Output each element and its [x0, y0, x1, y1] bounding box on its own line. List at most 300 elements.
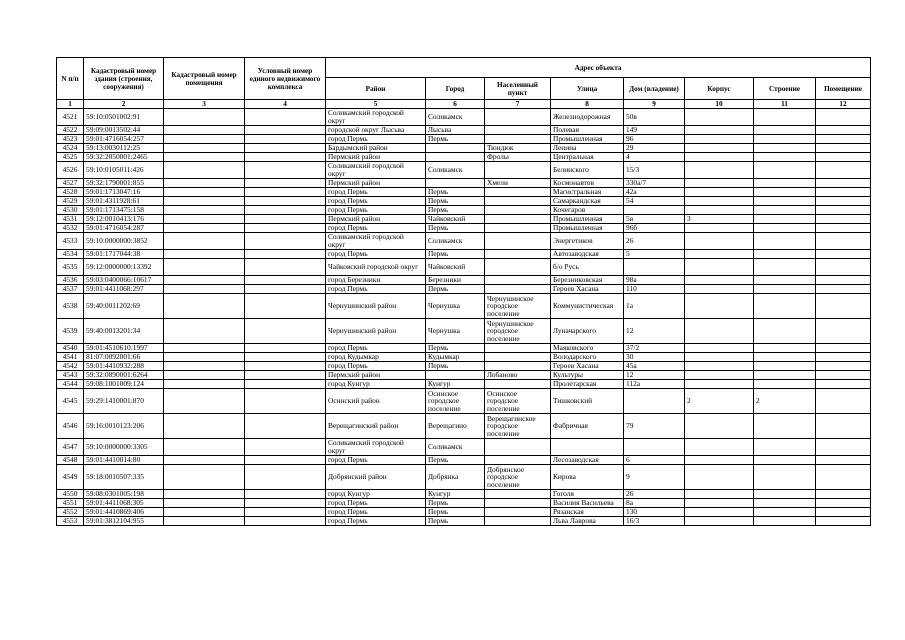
house-cell: 112а: [624, 380, 685, 389]
street-cell: Промышленная: [551, 135, 624, 144]
korpus-cell: [685, 224, 754, 233]
korpus-cell: [685, 188, 754, 197]
house-cell: 5в: [624, 215, 685, 224]
header-house: Дом (владение): [624, 78, 685, 100]
column-number: 8: [551, 100, 624, 109]
settlement-cell: [485, 456, 551, 465]
room-cadastral-number-cell: [164, 517, 245, 526]
house-cell: 4: [624, 153, 685, 162]
column-number: 12: [816, 100, 871, 109]
room-cadastral-number-cell: [164, 250, 245, 259]
room-cell: [816, 456, 871, 465]
settlement-cell: [485, 285, 551, 294]
conditional-number-cell: [245, 389, 326, 414]
city-cell: [426, 179, 485, 188]
korpus-cell: [685, 144, 754, 153]
house-cell: 15/3: [624, 162, 685, 179]
table-row: [57, 353, 871, 362]
street-cell: Ленина: [551, 144, 624, 153]
city-cell: Березники: [426, 276, 485, 285]
house-cell: [624, 439, 685, 456]
room-cadastral-number-cell: [164, 197, 245, 206]
room-cadastral-number-cell: [164, 162, 245, 179]
district-cell: город Пермь: [326, 344, 426, 353]
conditional-number-cell: [245, 197, 326, 206]
district-cell: город Пермь: [326, 197, 426, 206]
row-number-cell: 4543: [57, 371, 84, 380]
korpus-cell: [685, 456, 754, 465]
street-cell: Героев Хасана: [551, 285, 624, 294]
building-cell: [754, 362, 816, 371]
city-cell: Пермь: [426, 206, 485, 215]
building-cell: [754, 215, 816, 224]
row-number-cell: 4550: [57, 490, 84, 499]
room-cell: [816, 188, 871, 197]
row-number-cell: 4553: [57, 517, 84, 526]
house-cell: [624, 206, 685, 215]
street-cell: Фабричная: [551, 414, 624, 439]
row-number-cell: 4532: [57, 224, 84, 233]
house-cell: 96б: [624, 224, 685, 233]
room-cell: [816, 499, 871, 508]
korpus-cell: [685, 276, 754, 285]
table-row: [57, 259, 871, 276]
korpus-cell: [685, 344, 754, 353]
house-cell: 30: [624, 353, 685, 362]
room-cell: [816, 197, 871, 206]
row-number-cell: 4522: [57, 126, 84, 135]
street-cell: Белинского: [551, 162, 624, 179]
settlement-cell: Добрянское городское поселение: [485, 465, 551, 490]
building-cell: [754, 353, 816, 362]
room-cell: [816, 153, 871, 162]
row-number-cell: 4540: [57, 344, 84, 353]
house-cell: 42а: [624, 188, 685, 197]
cadastral-number-cell: 59:12:0000000:13392: [84, 259, 164, 276]
settlement-cell: [485, 344, 551, 353]
settlement-cell: Чернушинское городское поселение: [485, 319, 551, 344]
house-cell: 330а/7: [624, 179, 685, 188]
street-cell: Центральная: [551, 153, 624, 162]
row-number-cell: 4527: [57, 179, 84, 188]
conditional-number-cell: [245, 465, 326, 490]
table-row: [57, 224, 871, 233]
row-number-cell: 4546: [57, 414, 84, 439]
district-cell: Пермский район: [326, 153, 426, 162]
room-cell: [816, 319, 871, 344]
house-cell: 9: [624, 465, 685, 490]
room-cadastral-number-cell: [164, 380, 245, 389]
room-cadastral-number-cell: [164, 188, 245, 197]
district-cell: Соликамский городской округ: [326, 162, 426, 179]
settlement-cell: [485, 353, 551, 362]
table-row: [57, 294, 871, 319]
korpus-cell: [685, 517, 754, 526]
house-cell: 26: [624, 233, 685, 250]
header-korpus: Корпус: [685, 78, 754, 100]
cadastral-number-cell: 59:01:3812104:955: [84, 517, 164, 526]
building-cell: [754, 224, 816, 233]
city-cell: Верещагино: [426, 414, 485, 439]
korpus-cell: [685, 508, 754, 517]
header-room: Помещение: [816, 78, 871, 100]
row-number-cell: 4538: [57, 294, 84, 319]
district-cell: Верещагинский район: [326, 414, 426, 439]
street-cell: б/о Русь: [551, 259, 624, 276]
cadastral-number-cell: 59:01:1713047:16: [84, 188, 164, 197]
city-cell: Осинское городское поселение: [426, 389, 485, 414]
table-row: [57, 135, 871, 144]
building-cell: [754, 490, 816, 499]
cadastral-number-cell: 59:32:0890001:6264: [84, 371, 164, 380]
table-row: [57, 371, 871, 380]
conditional-number-cell: [245, 188, 326, 197]
street-cell: Самаркандская: [551, 197, 624, 206]
row-number-cell: 4531: [57, 215, 84, 224]
row-number-cell: 4552: [57, 508, 84, 517]
korpus-cell: 2: [685, 389, 754, 414]
city-cell: [426, 144, 485, 153]
building-cell: [754, 294, 816, 319]
street-cell: Василия Васильева: [551, 499, 624, 508]
street-cell: Луначарского: [551, 319, 624, 344]
table-row: [57, 109, 871, 126]
city-cell: Чернушка: [426, 319, 485, 344]
table-row: [57, 162, 871, 179]
row-number-cell: 4526: [57, 162, 84, 179]
cadastral-number-cell: 59:01:4410869:406: [84, 508, 164, 517]
table-row: [57, 233, 871, 250]
city-cell: Чайковский: [426, 259, 485, 276]
conditional-number-cell: [245, 162, 326, 179]
city-cell: Пермь: [426, 456, 485, 465]
house-cell: 1а: [624, 294, 685, 319]
row-number-cell: 4534: [57, 250, 84, 259]
room-cell: [816, 508, 871, 517]
street-cell: Полевая: [551, 126, 624, 135]
korpus-cell: [685, 259, 754, 276]
city-cell: Кудымкар: [426, 353, 485, 362]
korpus-cell: [685, 233, 754, 250]
district-cell: город Кунгур: [326, 490, 426, 499]
street-cell: Пролетарская: [551, 380, 624, 389]
cadastral-number-cell: 59:40:0011202:69: [84, 294, 164, 319]
house-cell: 37/2: [624, 344, 685, 353]
city-cell: Пермь: [426, 508, 485, 517]
settlement-cell: [485, 224, 551, 233]
room-cadastral-number-cell: [164, 144, 245, 153]
street-cell: Тишковский: [551, 389, 624, 414]
room-cadastral-number-cell: [164, 224, 245, 233]
cadastral-number-cell: 59:01:1713475:158: [84, 206, 164, 215]
settlement-cell: Лобаново: [485, 371, 551, 380]
district-cell: Осинский район: [326, 389, 426, 414]
cadastral-number-cell: 59:01:4716054:287: [84, 224, 164, 233]
room-cell: [816, 344, 871, 353]
table-header: [57, 58, 871, 109]
city-cell: Чайковский: [426, 215, 485, 224]
street-cell: Энергетиков: [551, 233, 624, 250]
district-cell: город Пермь: [326, 188, 426, 197]
street-cell: Героев Хасана: [551, 362, 624, 371]
building-cell: [754, 206, 816, 215]
korpus-cell: [685, 179, 754, 188]
settlement-cell: [485, 499, 551, 508]
conditional-number-cell: [245, 179, 326, 188]
header-building: Строение: [754, 78, 816, 100]
conditional-number-cell: [245, 135, 326, 144]
conditional-number-cell: [245, 490, 326, 499]
row-number-cell: 4541: [57, 353, 84, 362]
column-number: 2: [84, 100, 164, 109]
conditional-number-cell: [245, 224, 326, 233]
city-cell: Пермь: [426, 517, 485, 526]
district-cell: город Пермь: [326, 456, 426, 465]
cadastral-number-cell: 59:01:4411068:305: [84, 499, 164, 508]
room-cadastral-number-cell: [164, 294, 245, 319]
header-street: Улица: [551, 78, 624, 100]
korpus-cell: [685, 285, 754, 294]
cadastral-number-cell: 81:07:0092001:66: [84, 353, 164, 362]
row-number-cell: 4533: [57, 233, 84, 250]
building-cell: [754, 135, 816, 144]
korpus-cell: [685, 153, 754, 162]
building-cell: [754, 517, 816, 526]
building-cell: [754, 179, 816, 188]
room-cell: [816, 294, 871, 319]
district-cell: город Пермь: [326, 508, 426, 517]
settlement-cell: [485, 490, 551, 499]
settlement-cell: [485, 380, 551, 389]
conditional-number-cell: [245, 294, 326, 319]
table-row: [57, 389, 871, 414]
table-body: [57, 109, 871, 526]
room-cadastral-number-cell: [164, 499, 245, 508]
table-row: [57, 490, 871, 499]
cadastral-number-cell: 59:18:0010507:335: [84, 465, 164, 490]
building-cell: [754, 188, 816, 197]
building-cell: [754, 319, 816, 344]
conditional-number-cell: [245, 215, 326, 224]
street-cell: Лесозаводская: [551, 456, 624, 465]
conditional-number-cell: [245, 250, 326, 259]
row-number-cell: 4549: [57, 465, 84, 490]
building-cell: [754, 233, 816, 250]
room-cadastral-number-cell: [164, 456, 245, 465]
building-cell: [754, 499, 816, 508]
building-cell: [754, 414, 816, 439]
conditional-number-cell: [245, 344, 326, 353]
conditional-number-cell: [245, 499, 326, 508]
building-cell: [754, 439, 816, 456]
settlement-cell: [485, 109, 551, 126]
room-cell: [816, 135, 871, 144]
row-number-cell: 4525: [57, 153, 84, 162]
settlement-cell: [485, 188, 551, 197]
conditional-number-cell: [245, 362, 326, 371]
row-number-cell: 4536: [57, 276, 84, 285]
korpus-cell: [685, 380, 754, 389]
room-cell: [816, 439, 871, 456]
header-cadastral-building: Кадастровый номер здания (строения, сооружения): [84, 58, 164, 100]
room-cell: [816, 362, 871, 371]
district-cell: город Пермь: [326, 499, 426, 508]
column-number: 9: [624, 100, 685, 109]
room-cell: [816, 250, 871, 259]
korpus-cell: [685, 465, 754, 490]
conditional-number-cell: [245, 109, 326, 126]
settlement-cell: [485, 250, 551, 259]
house-cell: 45а: [624, 362, 685, 371]
settlement-cell: Верещагинское городское поселение: [485, 414, 551, 439]
cadastral-number-cell: 59:01:4410932:288: [84, 362, 164, 371]
settlement-cell: [485, 276, 551, 285]
house-cell: 79: [624, 414, 685, 439]
row-number-cell: 4521: [57, 109, 84, 126]
room-cadastral-number-cell: [164, 233, 245, 250]
conditional-number-cell: [245, 153, 326, 162]
table-row: [57, 126, 871, 135]
room-cell: [816, 465, 871, 490]
room-cell: [816, 179, 871, 188]
district-cell: город Кунгур: [326, 380, 426, 389]
room-cadastral-number-cell: [164, 285, 245, 294]
room-cell: [816, 206, 871, 215]
header-n: N п/п: [57, 58, 84, 100]
district-cell: Соликамский городской округ: [326, 233, 426, 250]
room-cadastral-number-cell: [164, 344, 245, 353]
house-cell: 29: [624, 144, 685, 153]
city-cell: Чернушка: [426, 294, 485, 319]
conditional-number-cell: [245, 206, 326, 215]
building-cell: [754, 162, 816, 179]
room-cadastral-number-cell: [164, 353, 245, 362]
settlement-cell: [485, 135, 551, 144]
row-number-cell: 4524: [57, 144, 84, 153]
row-number-cell: 4530: [57, 206, 84, 215]
korpus-cell: [685, 371, 754, 380]
column-number: 10: [685, 100, 754, 109]
cadastral-number-cell: 59:10:0000000:3305: [84, 439, 164, 456]
cadastral-number-cell: 59:16:0010123:206: [84, 414, 164, 439]
room-cell: [816, 233, 871, 250]
table-row: [57, 508, 871, 517]
city-cell: Пермь: [426, 135, 485, 144]
room-cell: [816, 380, 871, 389]
settlement-cell: [485, 259, 551, 276]
district-cell: город Пермь: [326, 285, 426, 294]
header-conditional-number: Условный номер единого недвижимого комплекса: [245, 58, 326, 100]
building-cell: [754, 197, 816, 206]
cadastral-number-cell: 59:01:4716054:257: [84, 135, 164, 144]
korpus-cell: [685, 126, 754, 135]
document-sheet: [56, 57, 871, 526]
house-cell: 6: [624, 456, 685, 465]
city-cell: [426, 371, 485, 380]
table-row: [57, 197, 871, 206]
cadastral-number-cell: 59:10:0000000:3852: [84, 233, 164, 250]
cadastral-number-cell: 59:01:4510610:1997: [84, 344, 164, 353]
column-number: 5: [326, 100, 426, 109]
table-row: [57, 144, 871, 153]
room-cadastral-number-cell: [164, 206, 245, 215]
street-cell: Березниковская: [551, 276, 624, 285]
conditional-number-cell: [245, 508, 326, 517]
korpus-cell: 3: [685, 215, 754, 224]
row-number-cell: 4551: [57, 499, 84, 508]
street-cell: [551, 439, 624, 456]
table-row: [57, 499, 871, 508]
cadastral-number-cell: 59:08:1001009:124: [84, 380, 164, 389]
settlement-cell: Чернушинское городское поселение: [485, 294, 551, 319]
district-cell: Добрянский район: [326, 465, 426, 490]
conditional-number-cell: [245, 144, 326, 153]
conditional-number-cell: [245, 285, 326, 294]
row-number-cell: 4537: [57, 285, 84, 294]
conditional-number-cell: [245, 233, 326, 250]
room-cadastral-number-cell: [164, 465, 245, 490]
room-cell: [816, 276, 871, 285]
street-cell: Железнодорожная: [551, 109, 624, 126]
cadastral-number-cell: 59:12:0010413:176: [84, 215, 164, 224]
korpus-cell: [685, 319, 754, 344]
district-cell: Пермский район: [326, 215, 426, 224]
house-cell: 5: [624, 250, 685, 259]
cadastral-number-cell: 59:01:1717044:38: [84, 250, 164, 259]
table-row: [57, 206, 871, 215]
room-cadastral-number-cell: [164, 508, 245, 517]
row-number-cell: 4528: [57, 188, 84, 197]
house-cell: 54: [624, 197, 685, 206]
street-cell: Космонавтов: [551, 179, 624, 188]
room-cadastral-number-cell: [164, 179, 245, 188]
conditional-number-cell: [245, 353, 326, 362]
settlement-cell: [485, 362, 551, 371]
conditional-number-cell: [245, 439, 326, 456]
korpus-cell: [685, 162, 754, 179]
city-cell: Соликамск: [426, 233, 485, 250]
district-cell: город Пермь: [326, 206, 426, 215]
street-cell: Гоголя: [551, 490, 624, 499]
korpus-cell: [685, 414, 754, 439]
korpus-cell: [685, 490, 754, 499]
street-cell: Культуры: [551, 371, 624, 380]
room-cadastral-number-cell: [164, 389, 245, 414]
district-cell: город Пермь: [326, 517, 426, 526]
room-cell: [816, 224, 871, 233]
row-number-cell: 4542: [57, 362, 84, 371]
street-cell: Автозаводская: [551, 250, 624, 259]
room-cell: [816, 109, 871, 126]
street-cell: Рязанская: [551, 508, 624, 517]
column-number: 7: [485, 100, 551, 109]
city-cell: Пермь: [426, 285, 485, 294]
street-cell: Магистральная: [551, 188, 624, 197]
header-address-group: Адрес объекта: [326, 58, 871, 78]
room-cadastral-number-cell: [164, 109, 245, 126]
room-cadastral-number-cell: [164, 276, 245, 285]
house-cell: 98а: [624, 276, 685, 285]
table-row: [57, 414, 871, 439]
district-cell: город Пермь: [326, 135, 426, 144]
city-cell: Кунгур: [426, 380, 485, 389]
cadastral-number-cell: 59:29:1410001:870: [84, 389, 164, 414]
house-cell: 110: [624, 285, 685, 294]
korpus-cell: [685, 250, 754, 259]
room-cadastral-number-cell: [164, 215, 245, 224]
cadastral-number-cell: 59:08:0301005:198: [84, 490, 164, 499]
room-cadastral-number-cell: [164, 126, 245, 135]
